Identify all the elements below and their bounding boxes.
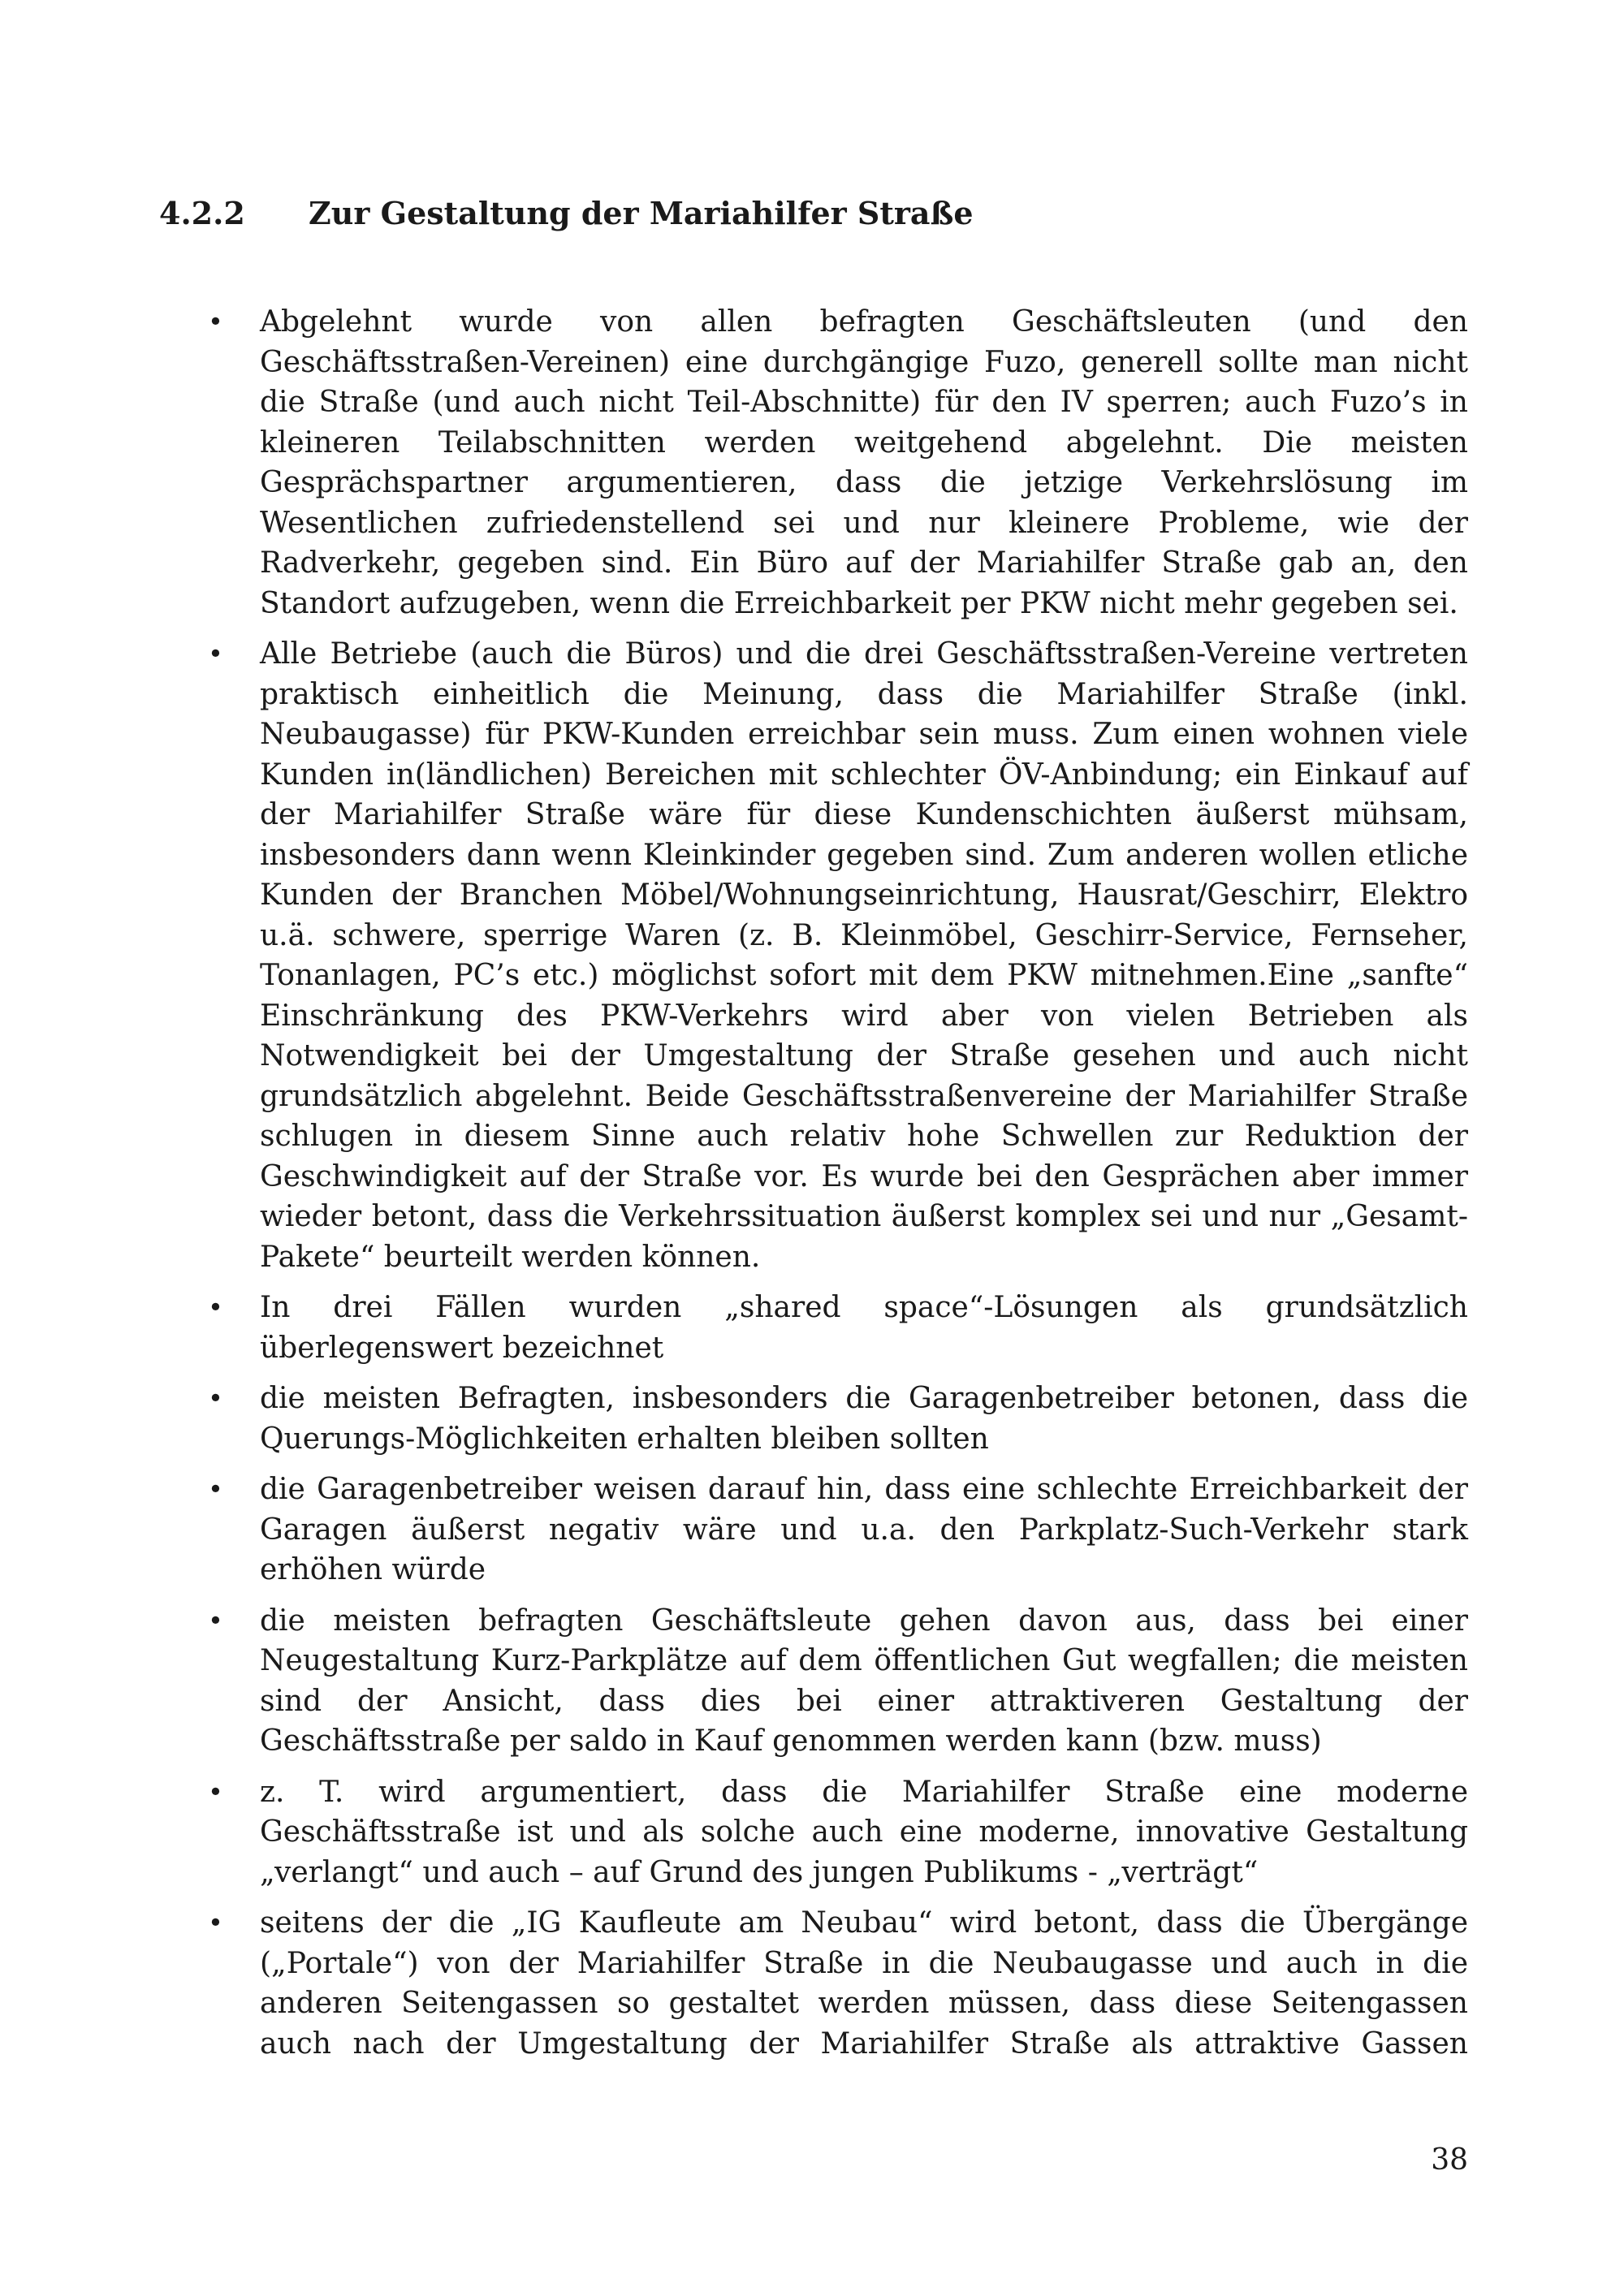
list-item — [205, 1601, 1468, 1762]
list-item-text: seitens der die „IG Kaufleute am Neubau“ wird betont, dass die Übergänge („Portale“) von der Mariahilfer Straße in die Neubaugasse und auch in die anderen Seitengassen so gestaltet werden müssen, dass diese Seitengassen auch nach der Umgestaltung der Mariahilfer Straße als attraktive Gassen — [260, 1906, 1468, 2061]
list-item-text: die meisten Befragten, insbesonders die Garagenbetreiber betonen, dass die Querungs-Möglichkeiten erhalten bleiben sollten — [260, 1382, 1468, 1456]
page-number: 38 — [1431, 2143, 1468, 2177]
list-item — [205, 1379, 1468, 1459]
section-title: Zur Gestaltung der Mariahilfer Straße — [309, 195, 974, 231]
list-item-text: In drei Fällen wurden „shared space“-Lösungen als grundsätzlich überlegenswert bezeichnet — [260, 1291, 1468, 1365]
list-item-text: Alle Betriebe (auch die Büros) und die drei Geschäftsstraßen-Vereine vertreten praktisch einheitlich die Meinung, dass die Mariahilfer Straße (inkl. Neubaugasse) für PKW-Kunden erreichbar sein muss. Zum einen wohnen viele Kunden in(ländlichen) Bereichen mit schlechter ÖV-Anbindung; ein Einkauf auf der Mariahilfer Straße wäre für diese Kundenschichten äußerst mühsam, insbesonders dann wenn Kleinkinder gegeben sind. Zum anderen wollen etliche Kunden der Branchen Möbel/Wohnungseinrichtung, Hausrat/Geschirr, Elektro u.ä. schwere, sperrige Waren (z. B. Kleinmöbel, Geschirr-Service, Fernseher, Tonanlagen, PC’s etc.) möglichst sofort mit dem PKW mitnehmen.Eine „sanfte“ Einschränkung des PKW-Verkehrs wird aber von vielen Betrieben als Notwendigkeit bei der Umgestaltung der Straße gesehen und auch nicht grundsätzlich abgelehnt. Beide Geschäftsstraßenvereine der Mariahilfer Straße schlugen in diesem Sinne auch relativ hohe Schwellen zur Reduktion der Geschwindigkeit auf der Straße vor. Es wurde bei den Gesprächen aber immer wieder betont, dass die Verkehrssituation äußerst komplex sei und nur „Gesamt-Pakete“ beurteilt werden können. — [260, 637, 1468, 1274]
list-item — [205, 1288, 1468, 1368]
list-item — [205, 634, 1468, 1277]
bullet-icon: • — [208, 1776, 223, 1807]
bullet-icon: • — [208, 306, 223, 337]
list-item — [205, 1772, 1468, 1893]
list-item-text: die meisten befragten Geschäftsleute gehen davon aus, dass bei einer Neugestaltung Kurz-Parkplätze auf dem öffentlichen Gut wegfallen; die meisten sind der Ansicht, dass dies bei einer attraktiveren Gestaltung der Geschäftsstraße per saldo in Kauf genommen werden kann (bzw. muss) — [260, 1603, 1468, 1758]
bullet-icon: • — [208, 638, 223, 669]
list-item-text: z. T. wird argumentiert, dass die Mariahilfer Straße eine moderne Geschäftsstraße ist und als solche auch eine moderne, innovative Gestaltung „verlangt“ und auch – auf Grund des jungen Publikums - „verträgt“ — [260, 1775, 1468, 1889]
section-heading — [159, 193, 974, 234]
list-item — [205, 1470, 1468, 1590]
section-number: 4.2.2 — [159, 195, 245, 231]
list-item-text: Abgelehnt wurde von allen befragten Geschäftsleuten (und den Geschäftsstraßen-Vereinen) eine durchgängige Fuzo, generell sollte man nicht die Straße (und auch nicht Teil-Abschnitte) für den IV sperren; auch Fuzo’s in kleineren Teilabschnitten werden weitgehend abgelehnt. Die meisten Gesprächspartner argumentieren, dass die jetzige Verkehrslösung im Wesentlichen zufriedenstellend sei und nur kleinere Probleme, wie der Radverkehr, gegeben sind. Ein Büro auf der Mariahilfer Straße gab an, den Standort aufzugeben, wenn die Erreichbarkeit per PKW nicht mehr gegeben sei. — [260, 305, 1468, 620]
list-item — [205, 1903, 1468, 2064]
bullet-icon: • — [208, 1383, 223, 1413]
bullet-icon: • — [208, 1292, 223, 1323]
list-item — [205, 302, 1468, 624]
bullet-list — [205, 302, 1468, 2074]
list-item-text: die Garagenbetreiber weisen darauf hin, dass eine schlechte Erreichbarkeit der Garagen äußerst negativ wäre und u.a. den Parkplatz-Such-Verkehr stark erhöhen würde — [260, 1473, 1468, 1586]
bullet-icon: • — [208, 1474, 223, 1504]
bullet-icon: • — [208, 1604, 223, 1636]
bullet-icon: • — [208, 1907, 223, 1938]
